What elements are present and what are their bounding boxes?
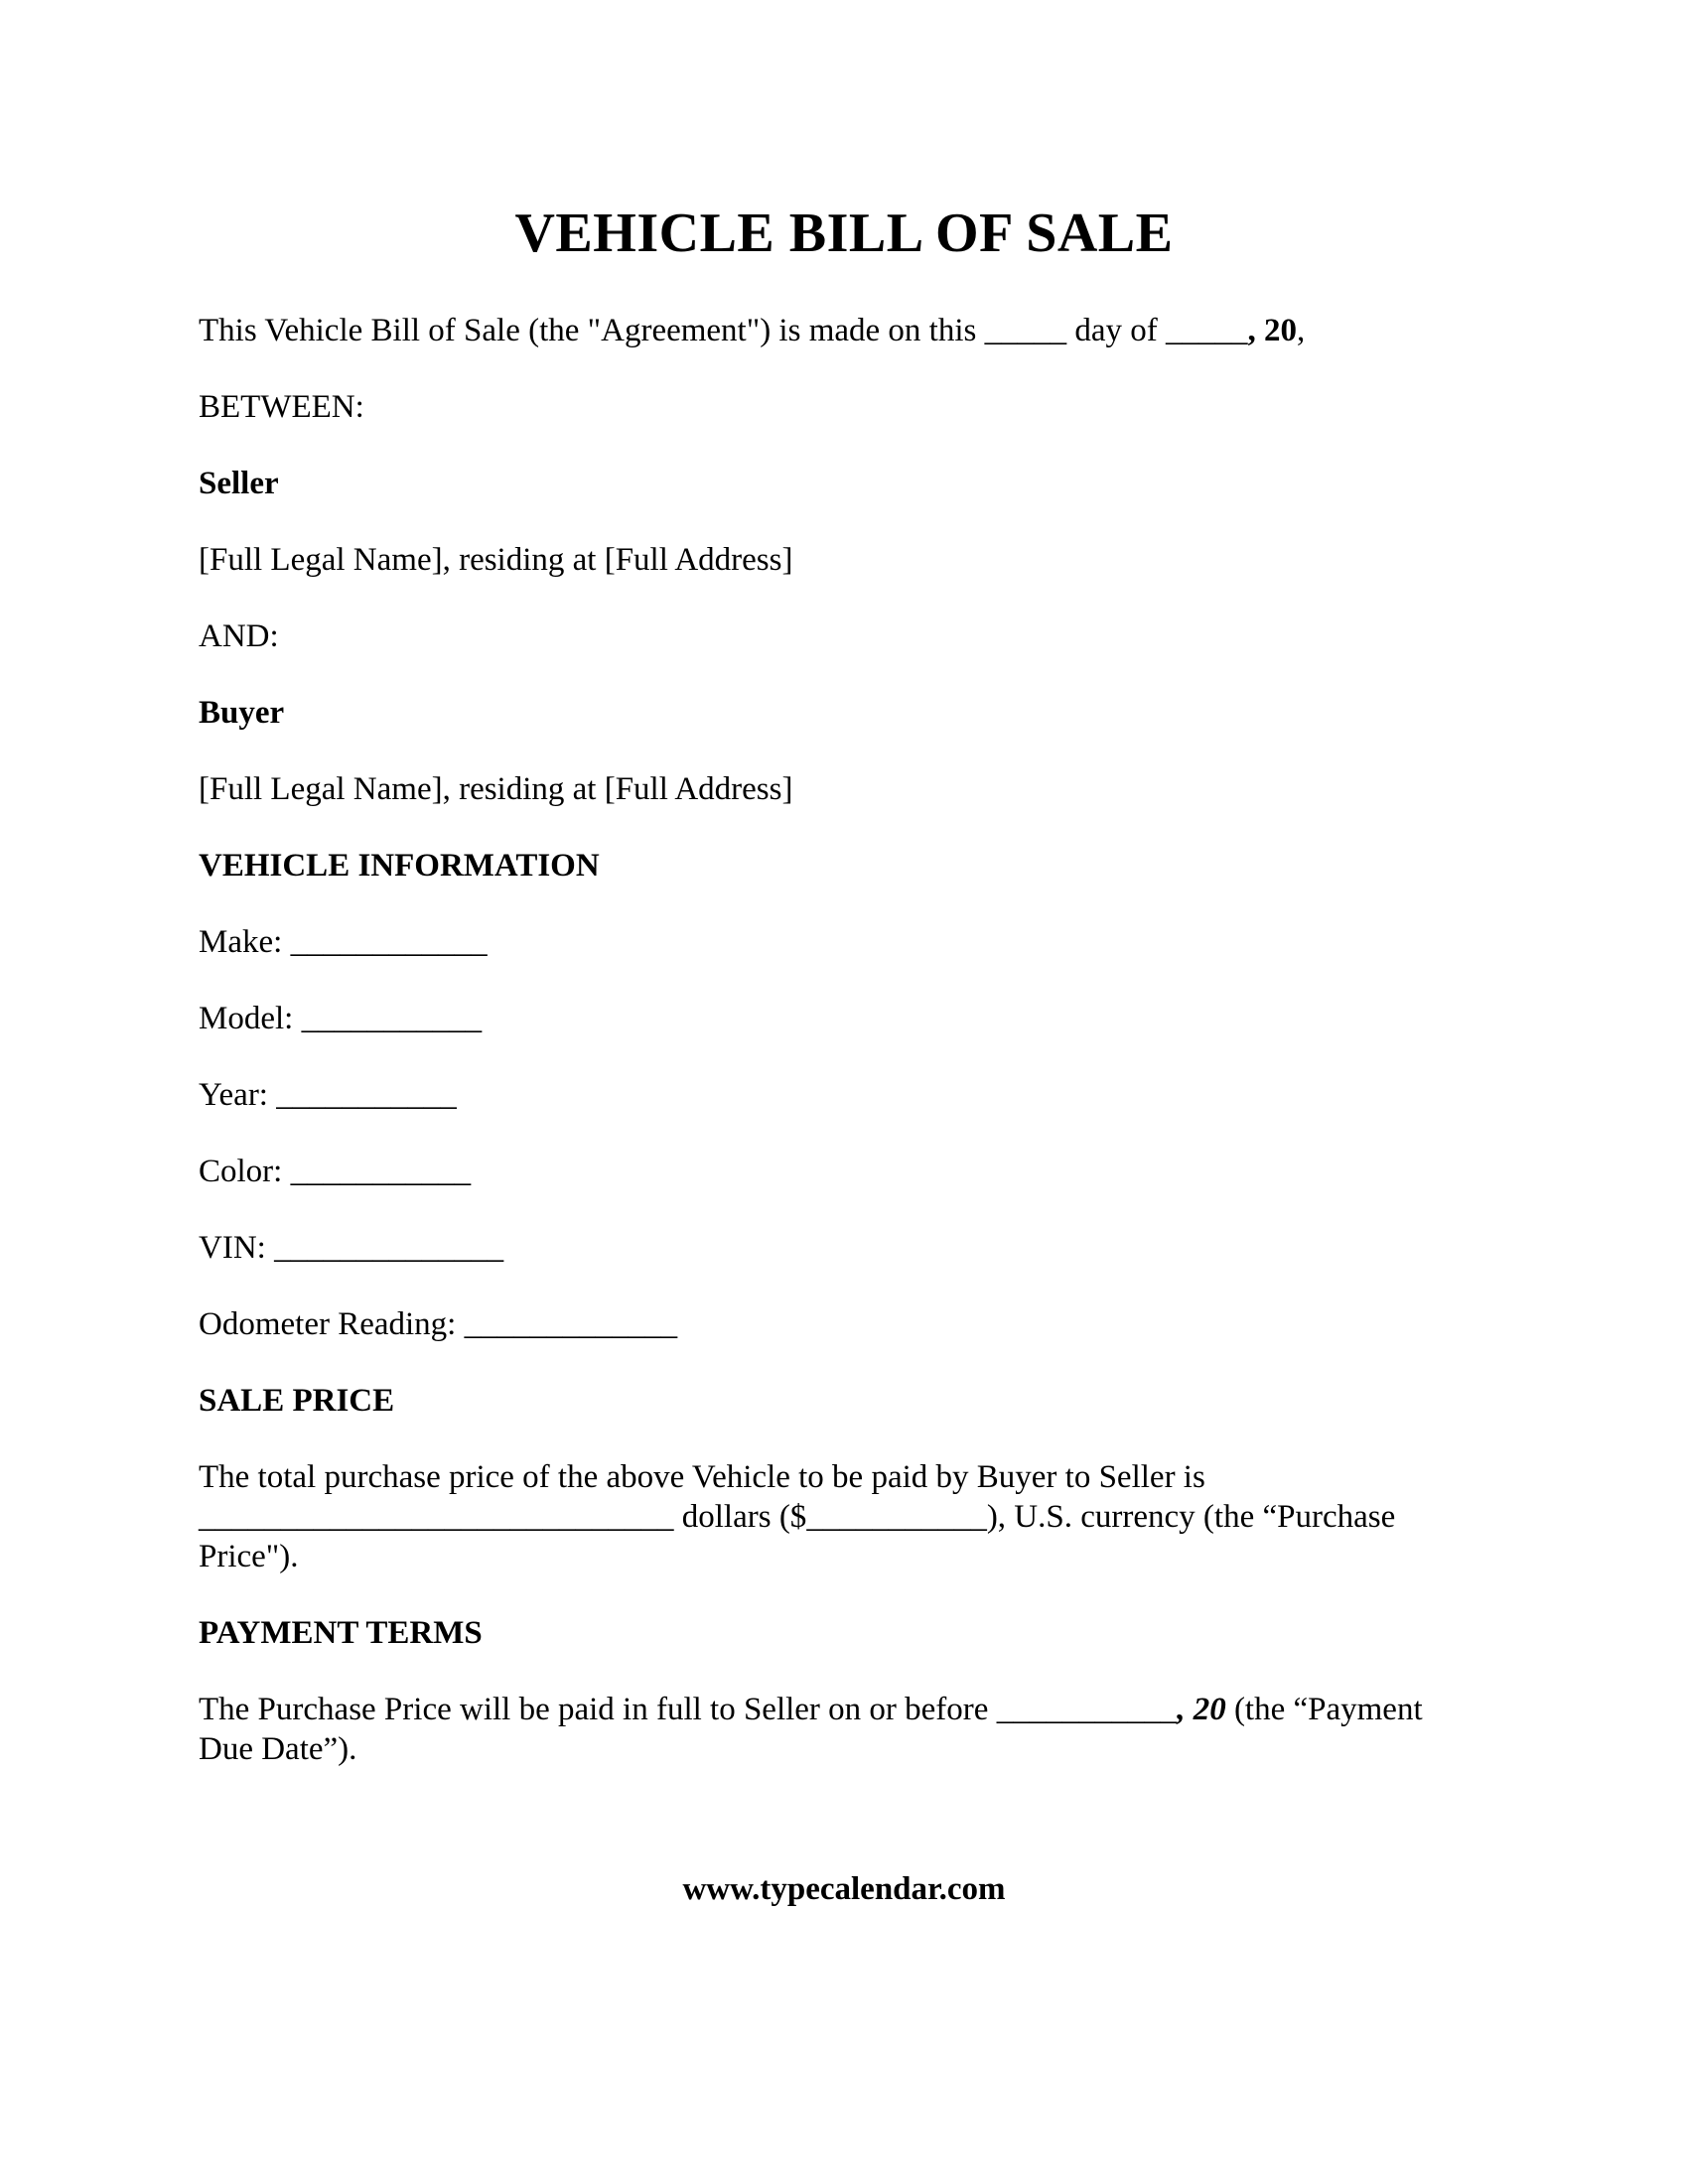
seller-label: Seller — [199, 466, 279, 501]
vin-label: VIN: — [199, 1230, 275, 1266]
intro-text-pre: This Vehicle Bill of Sale (the "Agreement") is made on this — [199, 313, 985, 348]
and-label: AND: — [199, 618, 279, 654]
document-title: VEHICLE BILL OF SALE — [514, 203, 1174, 264]
make-field — [199, 922, 1489, 962]
buyer-details: [Full Legal Name], residing at [Full Address] — [199, 771, 793, 807]
payment-terms-line2: Due Date”). — [199, 1731, 357, 1767]
day-blank: _____ — [984, 313, 1067, 348]
buyer-label: Buyer — [199, 695, 285, 731]
model-label: Model: — [199, 1001, 302, 1036]
payment-text-end: (the “Payment — [1225, 1692, 1423, 1727]
payment-date-blank: ___________ — [996, 1692, 1178, 1727]
year-field — [199, 1075, 1489, 1115]
intro-text-end: , — [1296, 313, 1306, 348]
payment-text-pre: The Purchase Price will be paid in full to Seller on or before — [199, 1692, 997, 1727]
color-blank: ___________ — [290, 1154, 472, 1189]
intro-year-bold: , 20 — [1247, 313, 1297, 348]
payment-terms-line1 — [199, 1690, 1489, 1729]
sale-price-paragraph — [199, 1457, 1489, 1576]
intro-text-mid: day of — [1066, 313, 1166, 348]
seller-details: [Full Legal Name], residing at [Full Address] — [199, 542, 793, 578]
odometer-blank: _____________ — [464, 1306, 678, 1342]
payment-terms-heading: PAYMENT TERMS — [199, 1615, 483, 1651]
year-label: Year: — [199, 1077, 277, 1113]
month-blank: _____ — [1165, 313, 1248, 348]
between-label: BETWEEN: — [199, 389, 364, 425]
model-blank: ___________ — [301, 1001, 483, 1036]
intro-paragraph — [199, 311, 1489, 350]
sale-price-line3: Price"). — [199, 1539, 299, 1574]
odometer-field — [199, 1304, 1489, 1344]
odometer-label: Odometer Reading: — [199, 1306, 465, 1342]
sale-price-line1: The total purchase price of the above Vehicle to be paid by Buyer to Seller is — [199, 1459, 1205, 1495]
amount-numeric-blank: ___________ — [806, 1499, 987, 1535]
sale-price-text-mid: dollars ($ — [673, 1499, 807, 1535]
website-footer: www.typecalendar.com — [682, 1871, 1006, 1907]
sale-price-line2 — [199, 1497, 1489, 1537]
payment-terms-paragraph — [199, 1690, 1489, 1769]
amount-words-blank: _____________________________ — [199, 1499, 674, 1535]
payment-year-bold-italic: , 20 — [1177, 1692, 1226, 1727]
sale-price-heading: SALE PRICE — [199, 1383, 395, 1419]
model-field — [199, 999, 1489, 1038]
sale-price-text-end: ), U.S. currency (the “Purchase — [986, 1499, 1396, 1535]
vin-field — [199, 1228, 1489, 1268]
color-field — [199, 1152, 1489, 1191]
make-blank: ____________ — [290, 924, 488, 960]
color-label: Color: — [199, 1154, 291, 1189]
vehicle-information-heading: VEHICLE INFORMATION — [199, 848, 600, 884]
year-blank: ___________ — [276, 1077, 457, 1113]
vin-blank: ______________ — [274, 1230, 504, 1266]
make-label: Make: — [199, 924, 291, 960]
